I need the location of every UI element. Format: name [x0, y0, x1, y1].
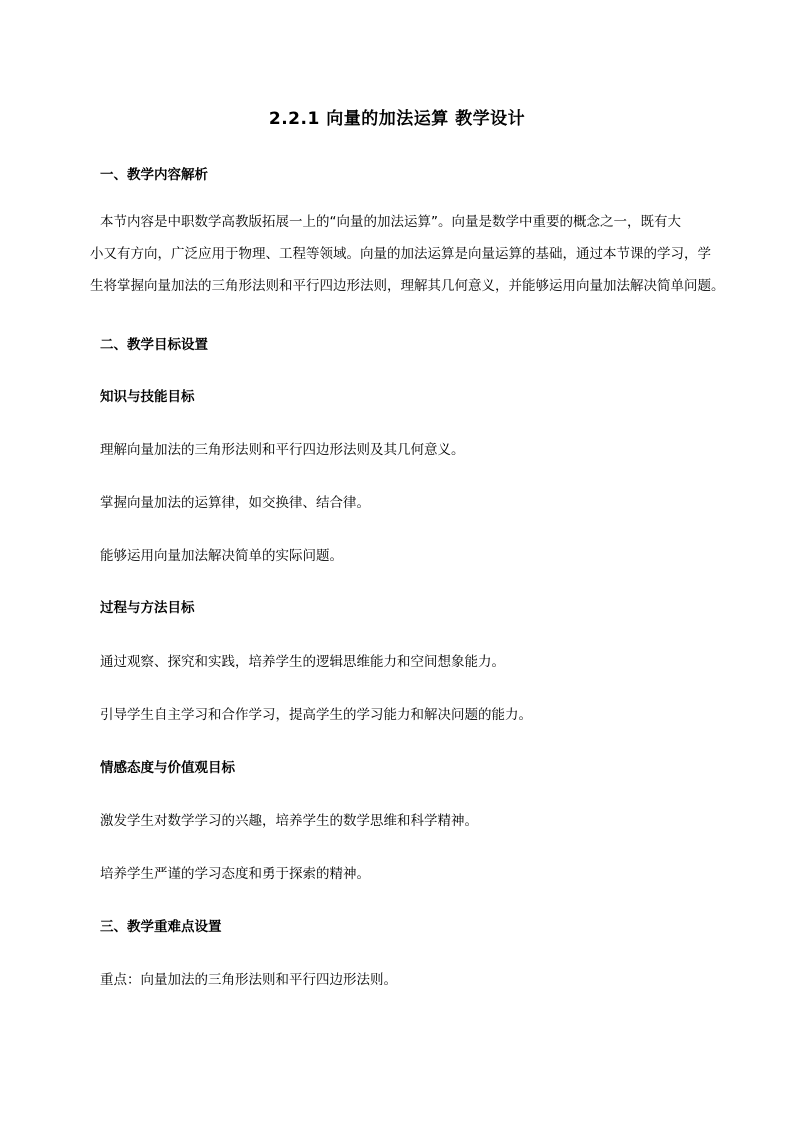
- paragraph-line: 生将掌握向量加法的三角形法则和平行四边形法则，理解其几何意义，并能够运用向量加法解决简单问题。: [90, 278, 725, 294]
- objective-item: 引导学生自主学习和合作学习，提高学生的学习能力和解决问题的能力。: [100, 707, 532, 723]
- objective-item: 通过观察、探究和实践，培养学生的逻辑思维能力和空间想象能力。: [100, 654, 505, 670]
- objective-item: 能够运用向量加法解决简单的实际问题。: [100, 548, 343, 564]
- objective-item: 激发学生对数学学习的兴趣，培养学生的数学思维和科学精神。: [100, 813, 478, 829]
- paragraph-line: 本节内容是中职数学高教版拓展一上的“向量的加法运算”。向量是数学中重要的概念之一，既有大: [100, 214, 681, 230]
- content-analysis-paragraph: [90, 206, 725, 302]
- key-point-item: 重点：向量加法的三角形法则和平行四边形法则。: [100, 972, 397, 988]
- section-heading-teaching-objectives: 二、教学目标设置: [100, 337, 208, 353]
- paragraph-line: 小又有方向，广泛应用于物理、工程等领域。向量的加法运算是向量运算的基础，通过本节课的学习，学: [90, 246, 711, 262]
- objective-item: 理解向量加法的三角形法则和平行四边形法则及其几何意义。: [100, 442, 465, 458]
- objective-item: 培养学生严谨的学习态度和勇于探索的精神。: [100, 866, 370, 882]
- section-heading-content-analysis: 一、教学内容解析: [100, 167, 208, 183]
- section-heading-key-difficult-points: 三、教学重难点设置: [100, 919, 222, 935]
- subheading-process-methods: 过程与方法目标: [100, 600, 195, 616]
- document-title: 2.2.1 向量的加法运算 教学设计: [268, 109, 526, 129]
- subheading-emotion-values: 情感态度与价值观目标: [100, 760, 235, 776]
- subheading-knowledge-skills: 知识与技能目标: [100, 389, 195, 405]
- objective-item: 掌握向量加法的运算律，如交换律、结合律。: [100, 495, 370, 511]
